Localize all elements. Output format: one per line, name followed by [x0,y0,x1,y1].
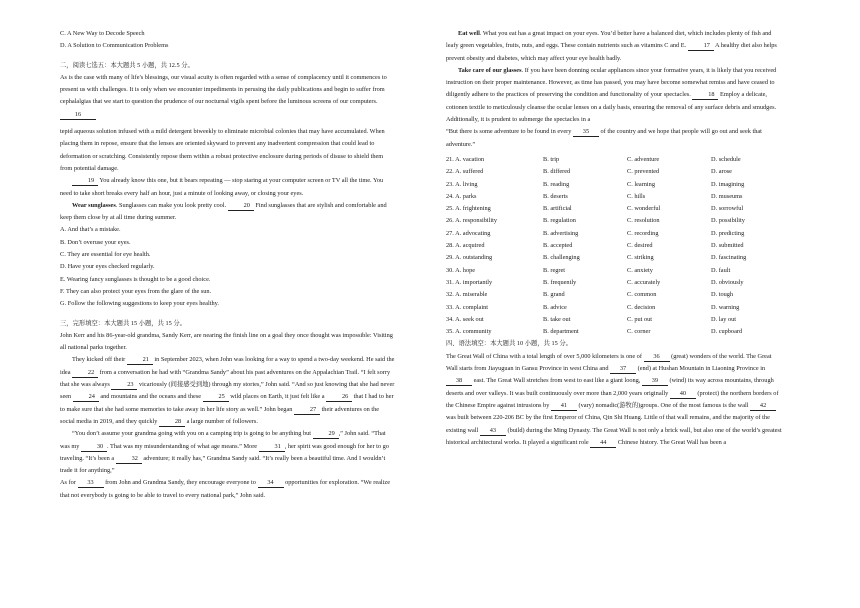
option-cell[interactable]: D. predicting [711,229,745,237]
s4-paragraph: The Great Wall of China with a total length of over 5,000 kilometers is one of 36 (great) wonders of the world. The Great Wall starts from Jiayuguan in Gansu Province in west China and 37 (end) at Hushan Mountain in Liaoning Province in 38 east. The Great Wall stretches from west to east like a giant loong, 39 (wind) its way across mountains, through deserts and over valleys. It was built continuously over more than 2,000 years originally 40 (protect) the northern borders of the Chinese Empire against intrusions by 41 (vary) nomadic(游牧的)groups. One of the most famous is the wall 42 was built between 220-206 BC by the first Emperor of China, Qin Shi Huang. Little of that wall remains, and the majority of the existing wall 43 (build) during the Ming Dynasty. The Great Wall is not only a brick wall, but also one of the world’s greatest historical architectural works. It played a significant role 44 Chinese history. The Great Wall has been a [446,352,782,446]
option-cell[interactable]: D. obviously [711,278,744,286]
option-cell[interactable]: 27. A. advocating [446,229,491,237]
blank-28[interactable]: 28 [159,417,185,427]
s2-option-e: E. Wearing fancy sunglasses is thought to be a good choice. [60,275,211,283]
adventure-paragraph: “But there is some adventure to be found in every 35 of the country and we hope that people will go out and seek that adventure.” [446,128,762,148]
option-cell[interactable]: D. museums [711,192,743,200]
s3-paragraph-2: They kicked off their 21 in September 2023, when John was looking for a way to spend a two-day weekend. He said the idea 22 from a conversation he had with “Grandma Sandy” about his past adventures on the Appalachian Trail. “I felt sorry that she was always 23 vicariously (间接感受到地) through my stories,” John said. “And so just knowing that she had never seen 24 and mountains and the oceans and these 25 wild places on Earth, it just felt like a 26 that I had to her to make sure that she had some memories to take away in her life story as well.” John began 27 their adventures on the social media in 2019, and they quickly 28 a large number of followers. [60,356,395,425]
s2-option-g: G. Follow the following suggestions to keep your eyes healthy. [60,300,219,308]
option-cell[interactable]: B. challenging [543,254,580,262]
option-row [446,314,782,326]
option-row [446,289,782,301]
blank-26[interactable]: 26 [326,392,352,402]
blank-33[interactable]: 33 [78,478,104,488]
option-row [446,215,782,227]
blank-32[interactable]: 32 [116,454,142,464]
option-cell[interactable]: 30. A. hope [446,266,476,274]
option-row [446,302,782,314]
option-cell[interactable]: C. prevented [627,168,660,176]
s3-paragraph-3: “You don’t assume your grandma going with you on a camping trip is going to be anything but 29 ,” John said. “That was my 30 . That was my misunderstanding of what age means.” More 31 , her spirit was good enough for her to go traveling. “It’s been a 32 adventure; it really has,” Grandma Sandy said. “It’s really been a beautiful time. And I wouldn’t trade it for anything,” [60,430,389,475]
blank-29[interactable]: 29 [313,429,339,439]
option-cell[interactable]: 22. A. suffered [446,168,484,176]
blank-38[interactable]: 38 [446,376,472,386]
cloze-options-table [446,154,782,338]
option-cell[interactable]: B. advice [543,303,567,311]
option-cell[interactable]: C. resolution [627,217,660,225]
option-row [446,154,782,166]
option-cell[interactable]: D. imagining [711,180,745,188]
option-cell[interactable]: B. artificial [543,205,572,213]
s2-paragraph-4: Wear sunglasses. Sunglasses can make you look pretty cool. 20 Find sunglasses that are stylish and comfortable and keep them close by at all time during summer. [60,201,387,222]
option-row [446,228,782,240]
option-cell[interactable]: C. accurately [627,278,661,286]
option-cell[interactable]: D. cupboard [711,328,743,336]
blank-31[interactable]: 31 [259,442,285,452]
option-cell[interactable]: C. common [627,291,657,299]
option-cell[interactable]: B. department [543,328,579,336]
blank-16[interactable]: 16 [60,110,96,120]
option-cell[interactable]: B. frequently [543,278,577,286]
option-cell[interactable]: B. take out [543,315,571,323]
glasses-paragraph: Take care of our glasses. If you have been donning ocular appliances since your formative years, it is likely that you received instruction on their proper maintenance. However, as time has passed, you may have become somewhat remiss and have ceased to diligently adhere to the practices of preserving the condition and functionality of your spectacles. 18 Employ a delicate, cottonen textile to meticulously cleanse the ocular lenses on a daily basis, ensuring the removal of any surface debris and smudges. Additionally, it is prudent to submerge the spectacles in a [446,66,777,124]
option-cell[interactable]: D. tough [711,291,734,299]
s2-paragraph-1: As is the case with many of life's blessings, our visual acuity is often regarded with a sense of complacency until it commences to present us with challenges. It is only when we encounter impediments in perusing the daily publications and begin to suffer from cephalalgias that we start to question the prudence of our nocturnal vigils spent before the luminous screens of our computers.16 [60,73,387,118]
option-cell[interactable]: C. anxiety [627,266,653,274]
option-cell[interactable]: C. striking [627,254,654,262]
blank-37[interactable]: 37 [610,364,636,374]
blank-17[interactable]: 17 [688,41,714,51]
blank-27[interactable]: 27 [294,405,320,415]
blank-43[interactable]: 43 [480,426,506,436]
s2-option-c: C. They are essential for eye health. [60,251,151,259]
option-cell[interactable]: D. lay out [711,315,737,323]
blank-41[interactable]: 41 [551,401,577,411]
blank-42[interactable]: 42 [750,401,776,411]
option-cell[interactable]: 32. A. miserable [446,291,488,299]
option-cell[interactable]: 26. A. responsibility [446,217,498,225]
option-row [446,277,782,289]
blank-34[interactable]: 34 [258,478,284,488]
option-cell[interactable]: D. warning [711,303,740,311]
blank-22[interactable]: 22 [72,368,98,378]
option-cell[interactable]: C. wonderful [627,205,661,213]
option-cell[interactable]: 21. A. vacation [446,155,485,163]
option-cell[interactable]: 35. A. community [446,328,492,336]
section3-heading: 三，完形填空：本大题共 15 小题，共 15 分。 [60,319,186,327]
option-cell[interactable]: C. corner [627,328,651,336]
option-cell[interactable]: C. recording [627,229,659,237]
eat-well-paragraph: Eat well. What you eat has a great impact on your eyes. You’d better have a balanced diet, which includes plenty of fish and leafy green vegetables, fruits, nuts, and eggs. These contain nutrients such as vitamins C and E. 17 A healthy diet also helps prevent obesity and diabetes, which may affect your eye health badly. [446,30,777,62]
option-row [446,252,782,264]
option-row [446,166,782,178]
blank-40[interactable]: 40 [670,389,696,399]
blank-19[interactable]: 19 [72,176,98,186]
s3-paragraph-4: As for 33 from John and Grandma Sandy, they encourage everyone to 34 opportunities for exploration. “We realize that not everybody is going to be able to travel to every national park,” John said. [60,479,391,499]
option-cell[interactable]: 29. A. outstanding [446,254,493,262]
option-cell[interactable]: 31. A. importantly [446,278,493,286]
option-cell[interactable]: B. accepted [543,242,573,250]
option-cell[interactable]: 25. A. frightening [446,205,491,213]
blank-39[interactable]: 39 [642,376,668,386]
s2-option-b: B. Don’t overuse your eyes. [60,238,131,246]
option-cell[interactable]: B. differed [543,168,571,176]
left-column [60,28,395,502]
s2-option-a: A. And that’s a mistake. [60,226,121,234]
option-cell[interactable]: B. grand [543,291,565,299]
blank-24[interactable]: 24 [73,392,99,402]
option-cell[interactable]: C. hills [627,192,646,200]
option-cell[interactable]: 34. A. seek out [446,315,484,323]
option-row [446,191,782,203]
option-cell[interactable]: B. deserts [543,192,568,200]
blank-20[interactable]: 20 [228,201,254,211]
s2-paragraph-2: tepid aqueous solution infused with a mild detergent biweekly to eliminate microbial colonies that may have accumulated. When placing them in repose, ensure that the lenses are oriented skyward to prevent any inadvertent compression that could lead to deformation or scratching. Consistently repose them within a robust protective enclosure during periods of disuse to shield them from potential damage. [60,128,385,172]
blank-25[interactable]: 25 [203,392,229,402]
option-row [446,265,782,277]
s3-paragraph-1: John Kerr and his 86-year-old grandma, Sandy Kerr, are nearing the finish line on a goal they once thought was impossible: Visiting all national parks together. [60,331,393,352]
option-cell[interactable]: D. possibility [711,217,745,225]
option-cell[interactable]: D. fault [711,266,731,274]
option-row [446,179,782,191]
option-cell[interactable]: D. submitted [711,242,744,250]
option-cell[interactable]: C. put out [627,315,653,323]
option-d-title: D. A Solution to Communication Problems [60,42,169,50]
blank-18[interactable]: 18 [692,90,718,100]
s2-paragraph-3: 19 You already know this one, but it bears repeating — stop staring at your computer screen or TV all the time. You need to take short breaks every half an hour, just a minute of looking away, or closing your eyes. [60,177,384,197]
section2-heading: 二，阅读七选五：本大题共 5 小题，共 12.5 分。 [60,61,194,69]
blank-44[interactable]: 44 [590,438,616,448]
option-row [446,326,782,338]
option-cell[interactable]: 33. A. complaint [446,303,488,311]
option-cell[interactable]: B. trip [543,155,560,163]
right-column [446,28,782,449]
option-cell[interactable]: C. learning [627,180,655,188]
option-cell[interactable]: D. fascinating [711,254,747,262]
s2-option-d: D. Have your eyes checked regularly. [60,263,155,271]
option-cell[interactable]: D. schedule [711,155,741,163]
option-cell[interactable]: D. sorrowful [711,205,744,213]
option-cell[interactable]: B. advertising [543,229,579,237]
blank-35[interactable]: 35 [573,127,599,137]
option-cell[interactable]: D. arose [711,168,732,176]
s2-option-f: F. They can also protect your eyes from the glare of the sun. [60,287,212,295]
option-cell[interactable]: B. regret [543,266,566,274]
option-c-title: C. A New Way to Decode Speech [60,30,145,37]
option-cell[interactable]: B. regulation [543,217,576,225]
option-row [446,240,782,252]
option-cell[interactable]: C. decision [627,303,656,311]
section4-heading: 四、语法填空：本大题共 10 小题，共 15 分。 [446,340,572,348]
option-cell[interactable]: C. desired [627,242,653,250]
blank-30[interactable]: 30 [81,442,107,452]
option-cell[interactable]: 28. A. acquired [446,242,485,250]
option-cell[interactable]: B. reading [543,180,570,188]
option-cell[interactable]: 24. A. parks [446,192,477,200]
option-row [446,203,782,215]
option-cell[interactable]: 23. A. living [446,180,478,188]
blank-23[interactable]: 23 [111,380,137,390]
option-cell[interactable]: C. adventure [627,155,660,163]
blank-21[interactable]: 21 [127,355,153,365]
blank-36[interactable]: 36 [644,352,670,362]
